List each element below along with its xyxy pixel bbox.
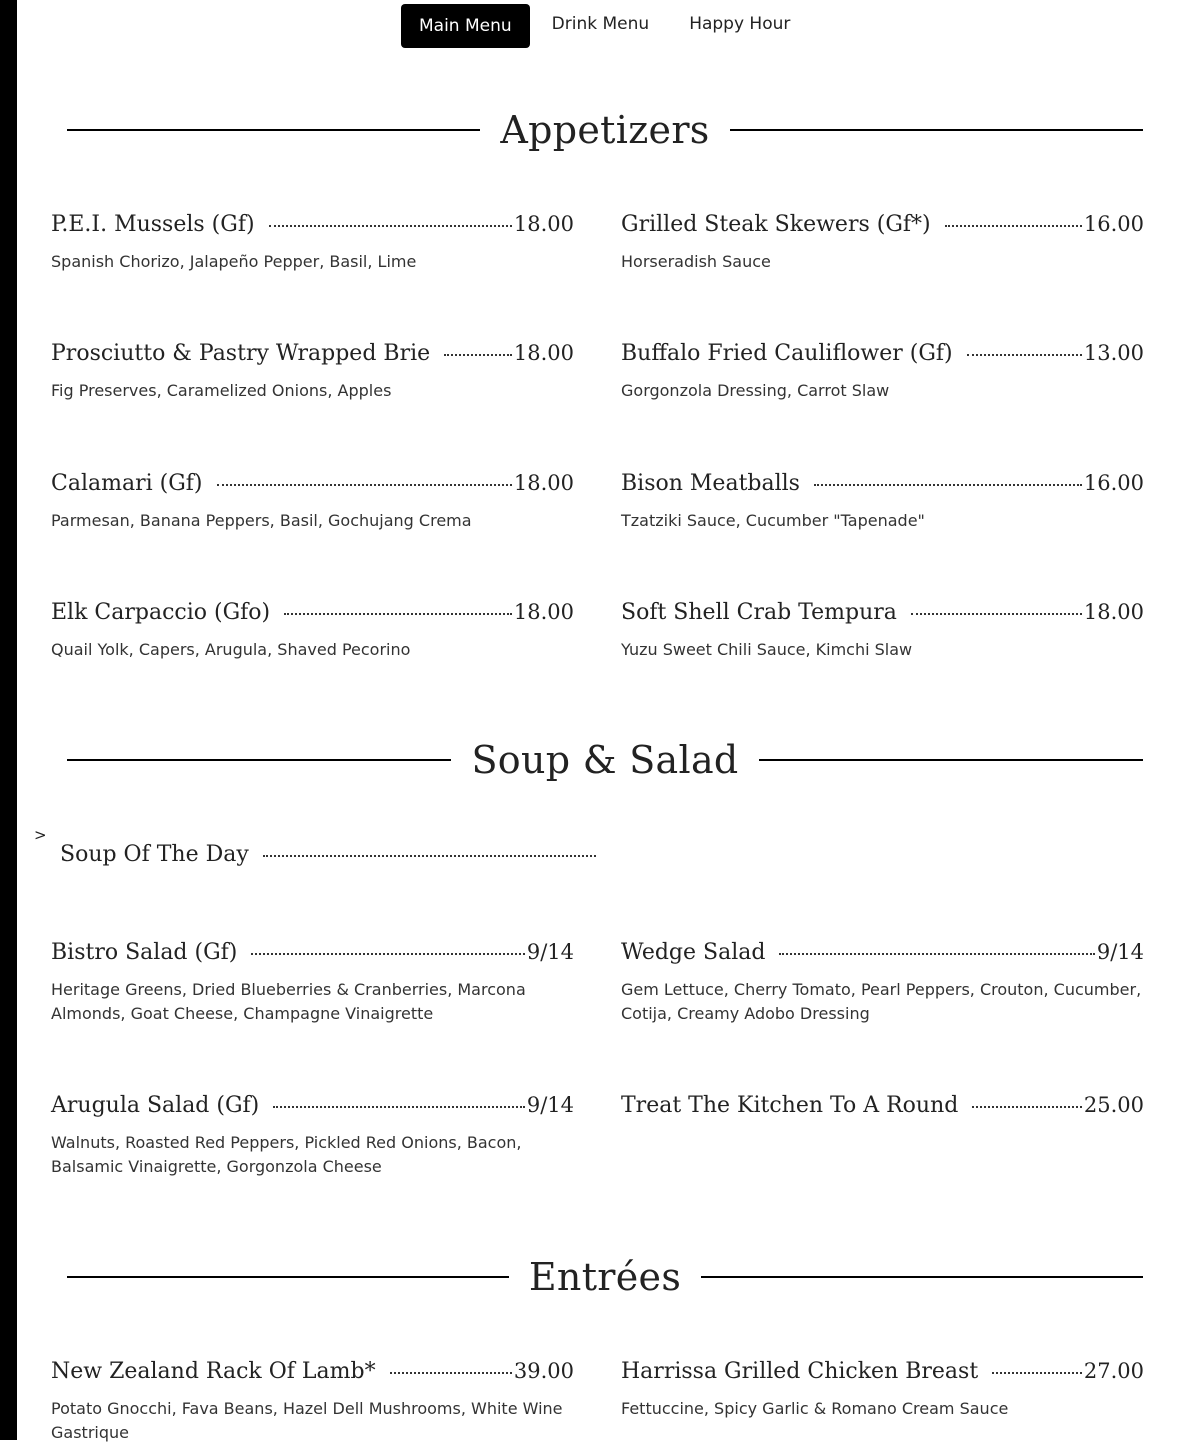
menu-item [621, 1093, 1144, 1123]
item-description: Potato Gnocchi, Fava Beans, Hazel Dell Mushrooms, White Wine Gastrique [51, 1399, 563, 1442]
heading-rule [759, 759, 1143, 761]
dot-leader [217, 483, 512, 486]
section-title: Appetizers [500, 108, 710, 152]
soup-of-the-day[interactable] [60, 842, 598, 872]
dot-leader [992, 1371, 1082, 1374]
menu-item [51, 1359, 574, 1445]
dot-leader [945, 224, 1082, 227]
dot-leader [251, 952, 524, 955]
item-name: Elk Carpaccio (Gfo) [51, 600, 271, 625]
item-name: Arugula Salad (Gf) [51, 1093, 260, 1118]
dot-leader [269, 224, 512, 227]
item-name: Prosciutto & Pastry Wrapped Brie [51, 341, 431, 366]
heading-rule [67, 759, 451, 761]
item-name: Treat The Kitchen To A Round [621, 1093, 959, 1118]
menu-item [51, 1093, 574, 1179]
dot-leader [967, 353, 1082, 356]
item-name: Calamari (Gf) [51, 471, 203, 496]
item-name: Soup Of The Day [60, 842, 249, 867]
item-price: 13.00 [1083, 341, 1144, 365]
item-price: 18.00 [513, 471, 574, 495]
item-description: Tzatziki Sauce, Cucumber "Tapenade" [621, 511, 925, 530]
item-description: Gem Lettuce, Cherry Tomato, Pearl Peppers, Crouton, Cucumber, Cotija, Creamy Adobo Dressing [621, 980, 1142, 1023]
menu-item [621, 940, 1144, 1026]
dot-leader [814, 483, 1082, 486]
item-description: Yuzu Sweet Chili Sauce, Kimchi Slaw [621, 640, 913, 659]
heading-rule [701, 1276, 1143, 1278]
section-title: Entrées [528, 1255, 682, 1299]
menu-item [51, 471, 574, 533]
item-name: Soft Shell Crab Tempura [621, 600, 897, 625]
heading-rule [67, 129, 480, 131]
item-name: New Zealand Rack Of Lamb* [51, 1359, 376, 1384]
item-price: 18.00 [513, 212, 574, 236]
item-description: Heritage Greens, Dried Blueberries & Cranberries, Marcona Almonds, Goat Cheese, Champagne Vinaigrette [51, 980, 526, 1023]
item-description: Quail Yolk, Capers, Arugula, Shaved Pecorino [51, 640, 411, 659]
menu-item [51, 341, 574, 403]
item-price: 16.00 [1083, 471, 1144, 495]
menu-item [621, 212, 1144, 274]
item-description: Fettuccine, Spicy Garlic & Romano Cream Sauce [621, 1399, 1009, 1418]
dot-leader [779, 952, 1094, 955]
section-heading-appetizers [67, 100, 1143, 160]
menu-item [621, 600, 1144, 662]
item-description: Spanish Chorizo, Jalapeño Pepper, Basil, Lime [51, 252, 417, 271]
item-name: Bison Meatballs [621, 471, 800, 496]
menu-item [51, 940, 574, 1026]
item-price: 18.00 [1083, 600, 1144, 624]
item-name: Grilled Steak Skewers (Gf*) [621, 212, 931, 237]
item-price: 18.00 [513, 600, 574, 624]
menu-item [621, 1359, 1144, 1421]
item-description: Gorgonzola Dressing, Carrot Slaw [621, 381, 890, 400]
menu-item [51, 600, 574, 662]
menu-tabs [401, 4, 812, 48]
left-edge-bar [0, 0, 17, 1440]
item-description: Horseradish Sauce [621, 252, 771, 271]
expand-toggle[interactable]: > [34, 826, 47, 844]
item-name: Wedge Salad [621, 940, 766, 965]
tab-happy-hour[interactable]: Happy Hour [689, 14, 791, 34]
item-price: 9/14 [526, 1093, 574, 1117]
item-name: Buffalo Fried Cauliflower (Gf) [621, 341, 953, 366]
menu-item [621, 341, 1144, 403]
item-name: Harrissa Grilled Chicken Breast [621, 1359, 979, 1384]
item-name: Bistro Salad (Gf) [51, 940, 238, 965]
menu-item [51, 212, 574, 274]
section-heading-soup-salad [67, 730, 1143, 790]
item-description: Parmesan, Banana Peppers, Basil, Gochujang Crema [51, 511, 472, 530]
section-heading-entrees [67, 1247, 1143, 1307]
section-title: Soup & Salad [471, 738, 739, 782]
tab-drink-menu[interactable]: Drink Menu [551, 14, 650, 34]
item-description: Walnuts, Roasted Red Peppers, Pickled Red Onions, Bacon, Balsamic Vinaigrette, Gorgonzola Cheese [51, 1133, 522, 1176]
item-price: 9/14 [1096, 940, 1144, 964]
dot-leader [273, 1105, 525, 1108]
dot-leader [444, 353, 512, 356]
heading-rule [730, 129, 1143, 131]
dot-leader [284, 612, 512, 615]
dot-leader [972, 1105, 1082, 1108]
item-price: 16.00 [1083, 212, 1144, 236]
heading-rule [67, 1276, 509, 1278]
item-price: 27.00 [1083, 1359, 1144, 1383]
menu-item [621, 471, 1144, 533]
dot-leader [390, 1371, 512, 1374]
dot-leader [263, 854, 596, 857]
item-description: Fig Preserves, Caramelized Onions, Apples [51, 381, 392, 400]
dot-leader [911, 612, 1082, 615]
item-name: P.E.I. Mussels (Gf) [51, 212, 255, 237]
tab-main-menu[interactable]: Main Menu [401, 4, 530, 48]
item-price: 39.00 [513, 1359, 574, 1383]
item-price: 18.00 [513, 341, 574, 365]
item-price: 9/14 [526, 940, 574, 964]
item-price: 25.00 [1083, 1093, 1144, 1117]
